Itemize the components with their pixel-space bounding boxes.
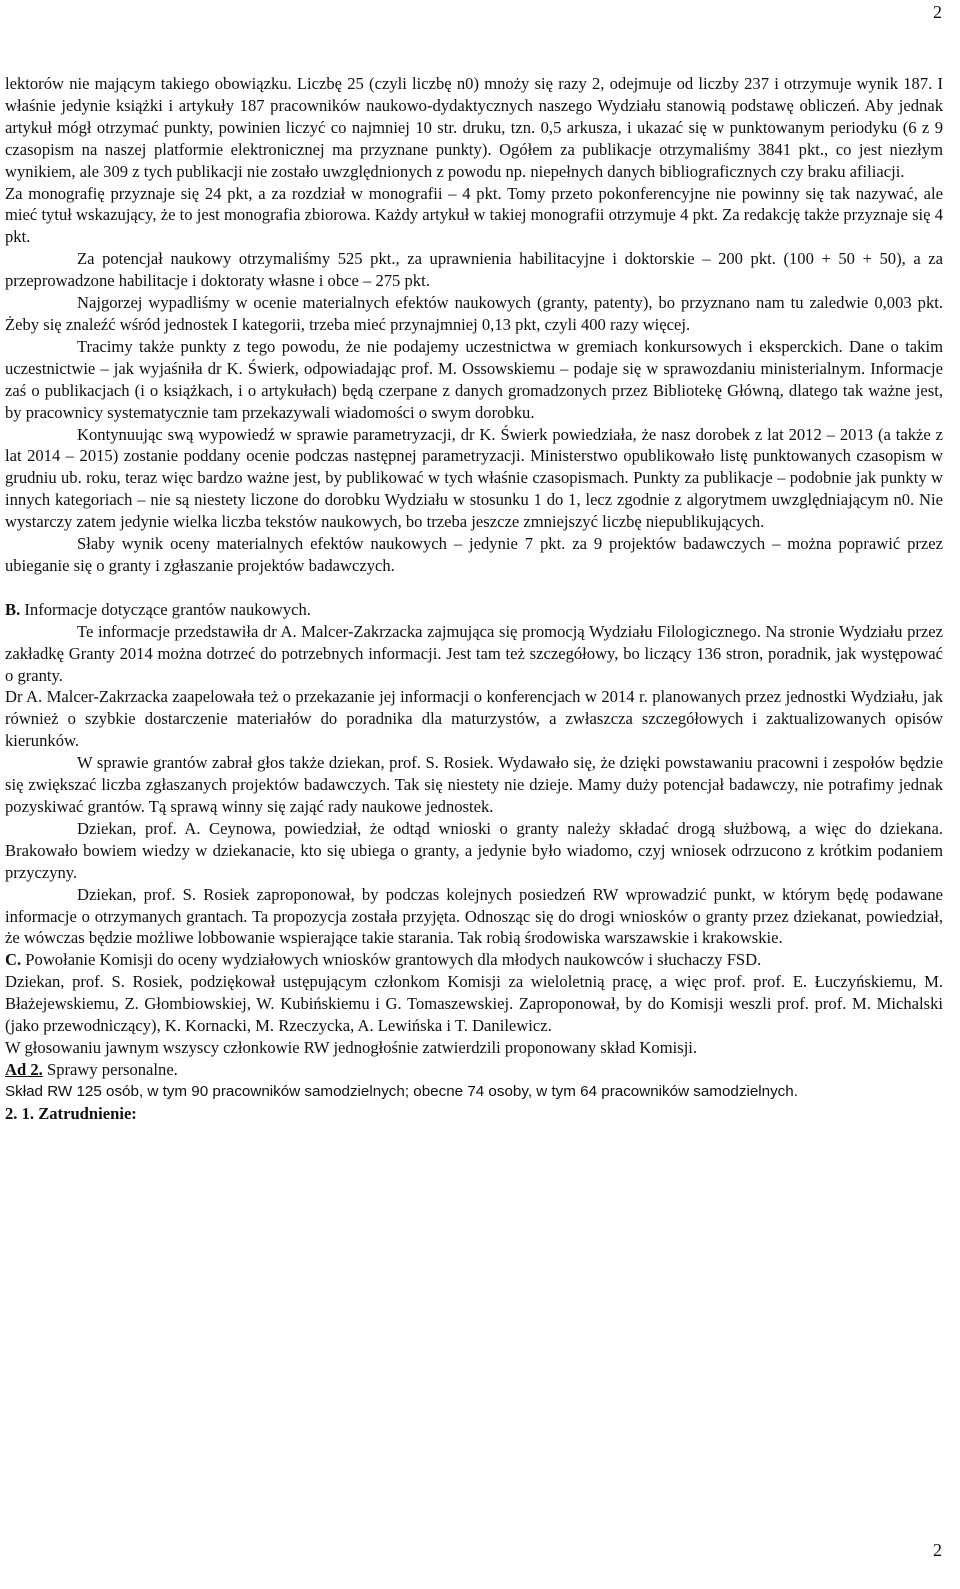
paragraph: W sprawie grantów zabrał głos także dziekan, prof. S. Rosiek. Wydawało się, że dzięki powstawaniu pracowni i zespołów będzie się zwiększać liczba zgłaszanych projektów badawczych. Tak się niestety nie dzieje. Mamy duży potencjał badawczy, nie potrafimy jednak pozyskiwać grantów. Tą sprawą winny się zająć rady naukowe jednostek.	[5, 753, 943, 816]
paragraph: Za potencjał naukowy otrzymaliśmy 525 pkt., za uprawnienia habilitacyjne i doktorskie – 200 pkt. (100 + 50 + 50), a za przeprowadzone habilitacje i doktoraty własne i obce – 275 pkt.	[5, 249, 943, 291]
page-number-bottom: 2	[933, 1540, 942, 1560]
document-body	[5, 73, 943, 1125]
paragraph: Skład RW 125 osób, w tym 90 pracowników samodzielnych; obecne 74 osoby, w tym 64 pracowników samodzielnych.	[5, 1082, 798, 1100]
paragraph: Dziekan, prof. S. Rosiek, podziękował ustępującym członkom Komisji za wieloletnią pracę, a więc prof. prof. E. Łuczyńskiemu, M. Błażejewskiemu, Z. Głombiowskiej, W. Kubińskiemu i G. Tomaszewskiej. Zaproponował, by do Komisji weszli prof. prof. M. Michalski (jako przewodniczący), K. Kornacki, M. Rzeczycka, A. Lewińska i T. Danilewicz.	[5, 972, 943, 1036]
section-title: Powołanie Komisji do oceny wydziałowych wniosków grantowych dla młodych naukowców i słuchaczy FSD.	[21, 950, 762, 970]
paragraph: Słaby wynik oceny materialnych efektów naukowych – jedynie 7 pkt. za 9 projektów badawczych – można poprawić przez ubieganie się o granty i zgłaszanie projektów badawczych.	[5, 534, 943, 575]
section-label: Ad 2.	[5, 1059, 43, 1079]
paragraph: lektorów nie mającym takiego obowiązku. Liczbę 25 (czyli liczbę n0) mnoży się razy 2, odejmuje od liczby 237 i otrzymuje wynik 187. I właśnie jedynie książki i artykuły 187 pracowników naukowo-dydaktycznych naszego Wydziału stanowią podstawę obliczeń. Aby jednak artykuł mógł otrzymać punkty, powinien liczyć co najmniej 10 str. druku, tzn. 0,5 arkusza, i ukazać się w punktowanym periodyku (6 z 9 czasopism na naszej platformie elektronicznej ma przyznane punkty). Ogółem za publikacje otrzymaliśmy 3841 pkt., co jest niezłym wynikiem, ale 309 z tych publikacji nie zostało uwzględnionych z powodu np. niepełnych danych bibliograficznych czy braku afiliacji.	[5, 74, 943, 181]
page-number-top: 2	[933, 2, 942, 22]
section-heading-ad2	[5, 1059, 943, 1081]
paragraph: Najgorzej wypadliśmy w ocenie materialnych efektów naukowych (granty, patenty), bo przyznano nam tu zaledwie 0,003 pkt. Żeby się znaleźć wśród jednostek I kategorii, trzeba mieć przynajmniej 0,13 pkt, czyli 400 razy więcej.	[5, 293, 943, 334]
paragraph: Te informacje przedstawiła dr A. Malcer-Zakrzacka zajmująca się promocją Wydziału Filologicznego. Na stronie Wydziału przez zakładkę Granty 2014 można dotrzeć do potrzebnych informacji. Jest tam też szczegółowy, bo liczący 136 stron, poradnik, jak występować o granty.	[5, 621, 943, 685]
paragraph: Dziekan, prof. S. Rosiek zaproponował, by podczas kolejnych posiedzeń RW wprowadzić punkt, w którym będę podawane informacje o otrzymanych grantach. Ta propozycja została przyjęta. Odnosząc się do drogi wniosków o granty przez dziekanat, powiedział, że wówczas będzie możliwe lobbowanie wspierające takie starania. Tak robią środowiska warszawskie i krakowskie.	[5, 884, 943, 948]
section-label: C.	[5, 950, 22, 970]
section-heading-b	[5, 599, 943, 621]
section-title: Informacje dotyczące grantów naukowych.	[20, 599, 311, 619]
subsection-heading: 2. 1. Zatrudnienie:	[5, 1103, 137, 1123]
paragraph: Kontynuując swą wypowiedź w sprawie parametryzacji, dr K. Świerk powiedziała, że nasz dorobek z lat 2012 – 2013 (a także z lat 2014 – 2015) zostanie poddany ocenie podczas następnej parametryzacji. Ministerstwo opublikowało listę punktowanych czasopism w grudniu ub. roku, teraz więc bardzo ważne jest, by publikować w tych właśnie czasopismach. Punkty za publikacje – podobnie jak punkty w innych kategoriach – nie są niestety liczone do dorobku Wydziału w stosunku 1 do 1, lecz zgodnie z algorytmem uwzględniającym n0. Nie wystarczy zatem jedynie wielka liczba tekstów naukowych, bo trzeba jeszcze zmniejszyć liczbę niepublikujących.	[5, 424, 943, 532]
paragraph: Za monografię przyznaje się 24 pkt, a za rozdział w monografii – 4 pkt. Tomy przeto pokonferencyjne nie powinny się tak nazywać, ale mieć tytuł wskazujący, że to jest monografia zbiorowa. Każdy artykuł w takiej monografii otrzymuje 4 pkt. Za redakcję także przyznaje się 4 pkt.	[5, 183, 943, 247]
paragraph: Tracimy także punkty z tego powodu, że nie podajemy uczestnictwa w gremiach konkursowych i eksperckich. Dane o takim uczestnictwie – jak wyjaśniła dr K. Świerk, odpowiadając prof. M. Ossowskiemu – podaje się w sprawozdaniu ministerialnym. Informacje zaś o publikacjach (i o książkach, i o artykułach) będą czerpane z danych gromadzonych przez Bibliotekę Główną, dlatego tak ważne jest, by pracownicy systematycznie tam przekazywali wiadomości o swym dorobku.	[5, 336, 943, 422]
section-title: Sprawy personalne.	[42, 1059, 178, 1079]
paragraph: Dziekan, prof. A. Ceynowa, powiedział, że odtąd wnioski o granty należy składać drogą służbową, a więc do dziekana. Brakowało bowiem wiedzy w dziekanacie, kto się ubiega o granty, a jedynie było wiadomo, czyj wniosek odrzucono z krótkim podaniem przyczyny.	[5, 818, 943, 882]
paragraph: Dr A. Malcer-Zakrzacka zaapelowała też o przekazanie jej informacji o konferencjach w 2014 r. planowanych przez jednostki Wydziału, jak również o szybkie dostarczenie materiałów do poradnika dla maturzystów, a zwłaszcza szczegółowych i zaktualizowanych opisów kierunków.	[5, 687, 943, 751]
section-heading-c	[5, 949, 943, 971]
section-label: B.	[5, 599, 21, 619]
paragraph: W głosowaniu jawnym wszyscy członkowie RW jednogłośnie zatwierdzili proponowany skład Komisji.	[5, 1037, 698, 1057]
